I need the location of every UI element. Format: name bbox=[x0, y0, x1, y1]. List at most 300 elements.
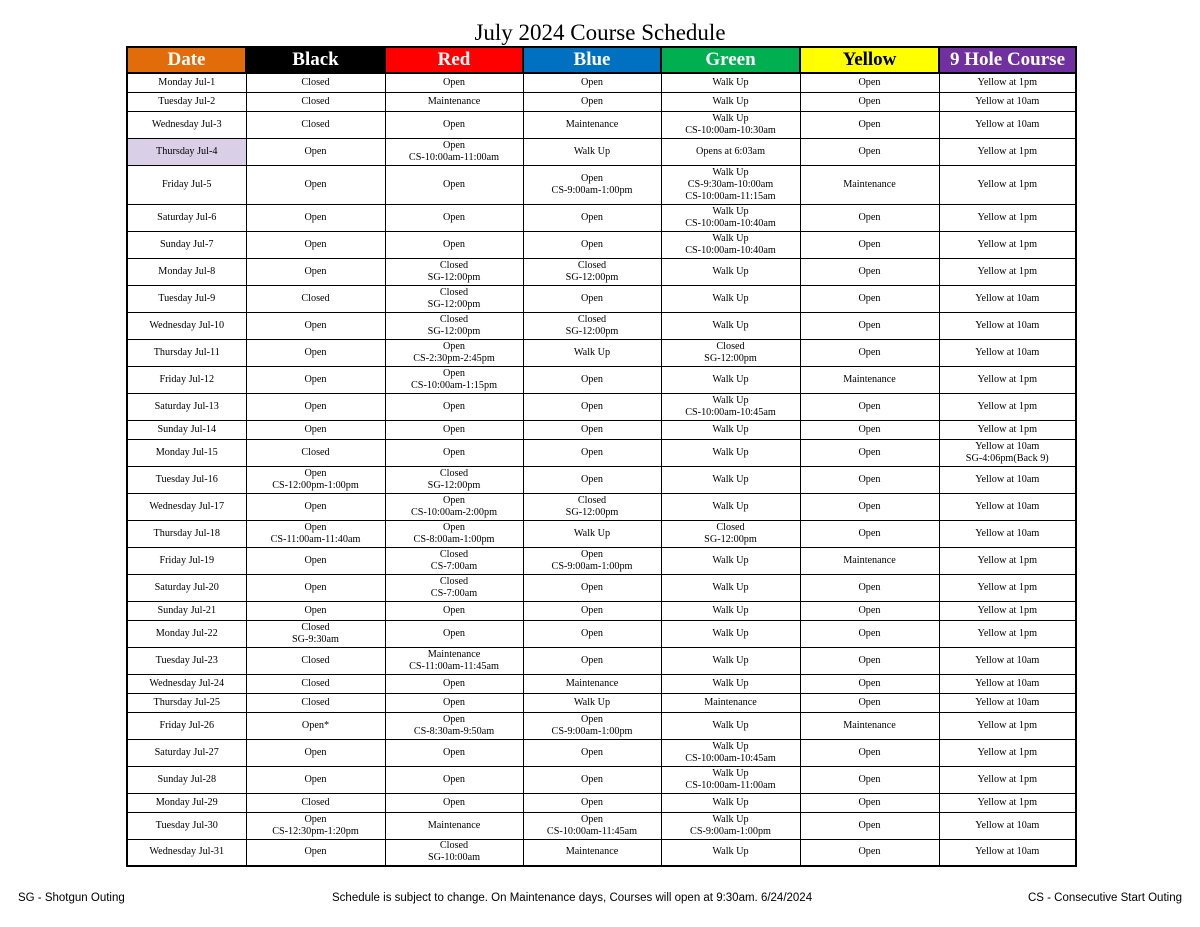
table-row bbox=[127, 574, 1076, 601]
page-title: July 2024 Course Schedule bbox=[474, 20, 726, 45]
cell-line: Open bbox=[442, 423, 466, 435]
cell-green bbox=[661, 258, 800, 285]
cell-line: Closed bbox=[716, 340, 745, 352]
cell-red bbox=[385, 138, 523, 165]
cell-nine-hole bbox=[939, 138, 1076, 165]
cell-line: Monday Jul-8 bbox=[158, 265, 216, 277]
cell-line: Yellow at 1pm bbox=[977, 373, 1038, 385]
table-row bbox=[127, 674, 1076, 693]
cell-line: Walk Up bbox=[712, 677, 749, 689]
cell-line: Walk Up bbox=[712, 473, 749, 485]
cell-yellow bbox=[800, 73, 939, 92]
footer-shotgun-legend: SG - Shotgun Outing bbox=[18, 892, 125, 904]
cell-line: SG-12:00pm bbox=[565, 271, 619, 283]
cell-line: Open bbox=[858, 796, 881, 808]
cell-nine-hole bbox=[939, 466, 1076, 493]
cell-yellow bbox=[800, 420, 939, 439]
cell-line: Maintenance bbox=[843, 719, 896, 731]
cell-date bbox=[127, 674, 246, 693]
cell-green bbox=[661, 839, 800, 866]
cell-line: Yellow at 1pm bbox=[977, 773, 1038, 785]
cell-line: Open bbox=[442, 521, 466, 533]
cell-line: Open bbox=[580, 238, 604, 250]
cell-line: Closed bbox=[301, 76, 330, 88]
cell-green bbox=[661, 339, 800, 366]
cell-line: Open bbox=[304, 554, 327, 566]
cell-black bbox=[246, 693, 385, 712]
cell-yellow bbox=[800, 258, 939, 285]
cell-nine-hole bbox=[939, 285, 1076, 312]
cell-line: Open bbox=[580, 76, 604, 88]
cell-line: Maintenance bbox=[565, 118, 619, 130]
cell-line: Open bbox=[442, 238, 466, 250]
header-row bbox=[127, 47, 1076, 73]
cell-line: Open bbox=[442, 139, 466, 151]
cell-blue bbox=[523, 693, 661, 712]
cell-nine-hole bbox=[939, 620, 1076, 647]
cell-yellow bbox=[800, 339, 939, 366]
cell-line: Closed bbox=[301, 696, 330, 708]
cell-line: Open bbox=[442, 340, 466, 352]
cell-black bbox=[246, 839, 385, 866]
table-row bbox=[127, 547, 1076, 574]
cell-yellow bbox=[800, 204, 939, 231]
cell-nine-hole bbox=[939, 647, 1076, 674]
cell-red bbox=[385, 812, 523, 839]
cell-line: Maintenance bbox=[427, 819, 481, 831]
cell-green bbox=[661, 366, 800, 393]
cell-line: Walk Up bbox=[712, 446, 749, 458]
cell-line: Closed bbox=[439, 467, 469, 479]
cell-red bbox=[385, 285, 523, 312]
cell-line: Yellow at 1pm bbox=[977, 719, 1038, 731]
cell-blue bbox=[523, 366, 661, 393]
cell-green bbox=[661, 231, 800, 258]
cell-blue bbox=[523, 712, 661, 739]
cell-line: Open bbox=[580, 773, 604, 785]
cell-line: Walk Up bbox=[712, 265, 749, 277]
cell-line: Closed bbox=[301, 654, 330, 666]
cell-nine-hole bbox=[939, 493, 1076, 520]
cell-nine-hole bbox=[939, 312, 1076, 339]
cell-nine-hole bbox=[939, 420, 1076, 439]
cell-line: Open bbox=[442, 211, 466, 223]
cell-line: Open bbox=[304, 319, 327, 331]
cell-black bbox=[246, 111, 385, 138]
cell-line: Open* bbox=[301, 719, 330, 731]
cell-line: Walk Up bbox=[712, 319, 749, 331]
header-date: Date bbox=[127, 47, 246, 73]
cell-green bbox=[661, 647, 800, 674]
cell-line: Closed bbox=[577, 494, 607, 506]
cell-blue bbox=[523, 793, 661, 812]
cell-line: Yellow at 10am bbox=[975, 440, 1040, 452]
cell-line: Open bbox=[442, 696, 466, 708]
cell-blue bbox=[523, 165, 661, 204]
cell-red bbox=[385, 766, 523, 793]
cell-red bbox=[385, 520, 523, 547]
cell-line: Open bbox=[858, 746, 881, 758]
cell-black bbox=[246, 793, 385, 812]
cell-line: Open bbox=[858, 677, 881, 689]
cell-line: CS-10:00am-10:30am bbox=[685, 124, 776, 136]
cell-line: Open bbox=[858, 581, 881, 593]
cell-line: Open bbox=[580, 473, 604, 485]
cell-black bbox=[246, 601, 385, 620]
cell-line: Yellow at 1pm bbox=[977, 265, 1038, 277]
cell-line: CS-10:00am-10:40am bbox=[685, 217, 776, 229]
cell-nine-hole bbox=[939, 793, 1076, 812]
cell-line: CS-11:00am-11:45am bbox=[409, 660, 499, 672]
schedule-body bbox=[127, 73, 1076, 866]
cell-black bbox=[246, 439, 385, 466]
cell-line: Open bbox=[858, 819, 881, 831]
cell-line: Monday Jul-15 bbox=[155, 446, 218, 458]
cell-blue bbox=[523, 601, 661, 620]
cell-line: Walk Up bbox=[712, 654, 749, 666]
cell-line: Walk Up bbox=[712, 813, 749, 825]
cell-line: Open bbox=[442, 446, 466, 458]
cell-line: Sunday Jul-7 bbox=[160, 238, 214, 250]
cell-yellow bbox=[800, 647, 939, 674]
cell-line: Yellow at 10am bbox=[975, 654, 1040, 666]
cell-nine-hole bbox=[939, 73, 1076, 92]
cell-line: Walk Up bbox=[712, 740, 749, 752]
table-row bbox=[127, 520, 1076, 547]
cell-line: Open bbox=[858, 446, 881, 458]
cell-date bbox=[127, 493, 246, 520]
cell-black bbox=[246, 520, 385, 547]
cell-line: Open bbox=[858, 500, 881, 512]
cell-line: Closed bbox=[301, 292, 330, 304]
footer-consecutive-legend: CS - Consecutive Start Outing bbox=[1027, 892, 1182, 904]
cell-line: Walk Up bbox=[712, 423, 749, 435]
cell-line: CS-11:00am-11:40am bbox=[270, 533, 361, 545]
cell-line: SG-12:00pm bbox=[427, 271, 481, 283]
cell-date bbox=[127, 138, 246, 165]
cell-line: SG-12:00pm bbox=[704, 352, 757, 364]
cell-black bbox=[246, 739, 385, 766]
cell-line: Open bbox=[442, 367, 466, 379]
cell-red bbox=[385, 712, 523, 739]
cell-black bbox=[246, 493, 385, 520]
cell-yellow bbox=[800, 674, 939, 693]
cell-date bbox=[127, 793, 246, 812]
cell-line: Walk Up bbox=[573, 346, 611, 358]
table-row bbox=[127, 258, 1076, 285]
cell-line: Open bbox=[580, 627, 604, 639]
cell-nine-hole bbox=[939, 839, 1076, 866]
cell-date bbox=[127, 547, 246, 574]
cell-line: Walk Up bbox=[712, 95, 749, 107]
cell-line: Open bbox=[858, 423, 881, 435]
cell-line: Open bbox=[442, 604, 466, 616]
cell-red bbox=[385, 647, 523, 674]
cell-line: Friday Jul-19 bbox=[159, 554, 215, 566]
cell-red bbox=[385, 547, 523, 574]
cell-line: Open bbox=[304, 813, 327, 825]
cell-line: CS-10:00am-11:45am bbox=[546, 825, 638, 837]
cell-green bbox=[661, 601, 800, 620]
cell-line: SG-12:00pm bbox=[704, 533, 757, 545]
cell-green bbox=[661, 165, 800, 204]
cell-blue bbox=[523, 339, 661, 366]
table-row bbox=[127, 739, 1076, 766]
cell-blue bbox=[523, 766, 661, 793]
cell-nine-hole bbox=[939, 574, 1076, 601]
cell-nine-hole bbox=[939, 601, 1076, 620]
cell-line: Monday Jul-29 bbox=[155, 796, 218, 808]
cell-line: Walk Up bbox=[712, 373, 749, 385]
cell-line: Yellow at 1pm bbox=[977, 746, 1038, 758]
cell-line: Open bbox=[858, 319, 881, 331]
cell-line: Open bbox=[304, 400, 327, 412]
cell-yellow bbox=[800, 793, 939, 812]
cell-line: SG-9:30am bbox=[292, 633, 339, 645]
cell-line: Yellow at 1pm bbox=[977, 211, 1038, 223]
cell-yellow bbox=[800, 138, 939, 165]
cell-line: Open bbox=[304, 746, 327, 758]
cell-date bbox=[127, 439, 246, 466]
cell-red bbox=[385, 466, 523, 493]
cell-line: Open bbox=[304, 211, 327, 223]
cell-line: Open bbox=[858, 473, 881, 485]
cell-date bbox=[127, 574, 246, 601]
course-schedule-table bbox=[126, 46, 1077, 867]
cell-blue bbox=[523, 73, 661, 92]
cell-red bbox=[385, 493, 523, 520]
table-row bbox=[127, 92, 1076, 111]
cell-nine-hole bbox=[939, 693, 1076, 712]
cell-red bbox=[385, 204, 523, 231]
cell-line: Walk Up bbox=[712, 292, 749, 304]
cell-line: Yellow at 1pm bbox=[977, 400, 1038, 412]
cell-line: Maintenance bbox=[565, 677, 619, 689]
table-row bbox=[127, 312, 1076, 339]
cell-black bbox=[246, 647, 385, 674]
cell-green bbox=[661, 766, 800, 793]
cell-line: Yellow at 1pm bbox=[977, 238, 1038, 250]
cell-line: Walk Up bbox=[712, 76, 749, 88]
cell-blue bbox=[523, 231, 661, 258]
cell-line: Maintenance bbox=[427, 95, 481, 107]
cell-date bbox=[127, 204, 246, 231]
cell-line: SG-12:00pm bbox=[565, 325, 619, 337]
cell-line: Open bbox=[304, 604, 327, 616]
cell-date bbox=[127, 739, 246, 766]
cell-line: CS-10:00am-1:15pm bbox=[410, 379, 498, 391]
cell-green bbox=[661, 520, 800, 547]
cell-yellow bbox=[800, 766, 939, 793]
cell-date bbox=[127, 620, 246, 647]
cell-black bbox=[246, 766, 385, 793]
cell-line: Closed bbox=[439, 313, 469, 325]
cell-line: Tuesday Jul-16 bbox=[155, 473, 218, 485]
cell-nine-hole bbox=[939, 231, 1076, 258]
cell-line: Maintenance bbox=[565, 846, 619, 858]
cell-yellow bbox=[800, 812, 939, 839]
cell-black bbox=[246, 366, 385, 393]
cell-red bbox=[385, 73, 523, 92]
cell-line: Saturday Jul-20 bbox=[154, 581, 219, 593]
cell-blue bbox=[523, 674, 661, 693]
cell-line: Open bbox=[858, 346, 881, 358]
cell-line: Open bbox=[442, 677, 466, 689]
cell-green bbox=[661, 466, 800, 493]
cell-line: Monday Jul-22 bbox=[155, 627, 218, 639]
cell-black bbox=[246, 812, 385, 839]
cell-green bbox=[661, 693, 800, 712]
cell-red bbox=[385, 620, 523, 647]
cell-blue bbox=[523, 493, 661, 520]
cell-green bbox=[661, 712, 800, 739]
cell-line: Open bbox=[304, 467, 327, 479]
cell-red bbox=[385, 601, 523, 620]
cell-line: CS-10:00am-10:45am bbox=[685, 406, 776, 418]
cell-line: Open bbox=[858, 654, 881, 666]
table-row bbox=[127, 339, 1076, 366]
table-row bbox=[127, 601, 1076, 620]
cell-line: Walk Up bbox=[712, 205, 749, 217]
table-row bbox=[127, 812, 1076, 839]
cell-line: Closed bbox=[301, 446, 330, 458]
table-row bbox=[127, 204, 1076, 231]
table-row bbox=[127, 712, 1076, 739]
cell-green bbox=[661, 92, 800, 111]
cell-nine-hole bbox=[939, 204, 1076, 231]
cell-line: Yellow at 10am bbox=[975, 696, 1040, 708]
table-row bbox=[127, 766, 1076, 793]
cell-blue bbox=[523, 420, 661, 439]
cell-line: Walk Up bbox=[573, 696, 611, 708]
cell-red bbox=[385, 339, 523, 366]
cell-green bbox=[661, 312, 800, 339]
cell-green bbox=[661, 620, 800, 647]
cell-yellow bbox=[800, 620, 939, 647]
cell-red bbox=[385, 839, 523, 866]
cell-red bbox=[385, 574, 523, 601]
cell-line: Yellow at 10am bbox=[975, 95, 1040, 107]
cell-line: Open bbox=[304, 346, 327, 358]
cell-line: Thursday Jul-18 bbox=[153, 527, 220, 539]
table-row bbox=[127, 111, 1076, 138]
cell-line: Yellow at 1pm bbox=[977, 423, 1038, 435]
cell-line: Open bbox=[858, 145, 881, 157]
cell-blue bbox=[523, 620, 661, 647]
cell-line: Yellow at 10am bbox=[975, 118, 1040, 130]
cell-green bbox=[661, 73, 800, 92]
cell-red bbox=[385, 366, 523, 393]
cell-nine-hole bbox=[939, 366, 1076, 393]
cell-line: Wednesday Jul-31 bbox=[149, 846, 225, 858]
cell-line: Open bbox=[304, 581, 327, 593]
cell-line: Maintenance bbox=[843, 554, 896, 566]
cell-line: Closed bbox=[301, 118, 330, 130]
cell-black bbox=[246, 285, 385, 312]
cell-line: Thursday Jul-4 bbox=[156, 145, 218, 157]
cell-line: CS-7:00am bbox=[430, 560, 478, 572]
cell-nine-hole bbox=[939, 339, 1076, 366]
cell-yellow bbox=[800, 693, 939, 712]
footer-note: Schedule is subject to change. On Maintenance days, Courses will open at 9:30am. 6/24/2024 bbox=[332, 892, 813, 904]
cell-blue bbox=[523, 258, 661, 285]
cell-line: CS-10:00am-11:15am bbox=[685, 190, 776, 202]
cell-line: CS-10:00am-11:00am bbox=[685, 779, 776, 791]
cell-line: Yellow at 10am bbox=[975, 527, 1040, 539]
cell-line: Yellow at 10am bbox=[975, 846, 1040, 858]
cell-line: Open bbox=[580, 95, 604, 107]
cell-line: SG-12:00pm bbox=[427, 298, 481, 310]
cell-blue bbox=[523, 204, 661, 231]
cell-blue bbox=[523, 138, 661, 165]
cell-date bbox=[127, 420, 246, 439]
cell-yellow bbox=[800, 574, 939, 601]
cell-line: Thursday Jul-11 bbox=[153, 346, 220, 358]
cell-line: Yellow at 10am bbox=[975, 319, 1040, 331]
cell-line: CS-10:00am-2:00pm bbox=[410, 506, 498, 518]
cell-line: Open bbox=[858, 95, 881, 107]
cell-line: Walk Up bbox=[712, 604, 749, 616]
cell-date bbox=[127, 231, 246, 258]
cell-nine-hole bbox=[939, 92, 1076, 111]
cell-blue bbox=[523, 574, 661, 601]
cell-line: Closed bbox=[439, 259, 469, 271]
cell-line: Walk Up bbox=[712, 394, 749, 406]
cell-line: Closed bbox=[301, 621, 330, 633]
cell-red bbox=[385, 165, 523, 204]
table-row bbox=[127, 793, 1076, 812]
cell-yellow bbox=[800, 312, 939, 339]
table-row bbox=[127, 439, 1076, 466]
cell-line: Sunday Jul-14 bbox=[157, 423, 217, 435]
cell-green bbox=[661, 285, 800, 312]
header-yellow: Yellow bbox=[800, 47, 939, 73]
cell-green bbox=[661, 111, 800, 138]
cell-line: Yellow at 10am bbox=[975, 819, 1040, 831]
cell-black bbox=[246, 674, 385, 693]
cell-line: Closed bbox=[301, 796, 330, 808]
cell-blue bbox=[523, 312, 661, 339]
cell-line: Open bbox=[304, 521, 327, 533]
cell-blue bbox=[523, 739, 661, 766]
cell-green bbox=[661, 812, 800, 839]
cell-line: Walk Up bbox=[712, 581, 749, 593]
cell-yellow bbox=[800, 111, 939, 138]
header-blue: Blue bbox=[523, 47, 661, 73]
cell-date bbox=[127, 165, 246, 204]
cell-green bbox=[661, 739, 800, 766]
cell-line: Open bbox=[580, 172, 604, 184]
cell-line: Closed bbox=[439, 286, 469, 298]
cell-date bbox=[127, 520, 246, 547]
cell-line: Walk Up bbox=[712, 627, 749, 639]
cell-black bbox=[246, 204, 385, 231]
cell-red bbox=[385, 111, 523, 138]
cell-line: Yellow at 1pm bbox=[977, 76, 1038, 88]
cell-line: Tuesday Jul-9 bbox=[158, 292, 216, 304]
cell-line: Open bbox=[580, 292, 604, 304]
cell-green bbox=[661, 493, 800, 520]
cell-line: Maintenance bbox=[704, 696, 757, 708]
cell-line: Open bbox=[858, 604, 881, 616]
cell-black bbox=[246, 92, 385, 111]
cell-red bbox=[385, 312, 523, 339]
cell-line: Walk Up bbox=[712, 796, 749, 808]
table-row bbox=[127, 620, 1076, 647]
table-row bbox=[127, 466, 1076, 493]
cell-blue bbox=[523, 466, 661, 493]
cell-line: Walk Up bbox=[712, 112, 749, 124]
